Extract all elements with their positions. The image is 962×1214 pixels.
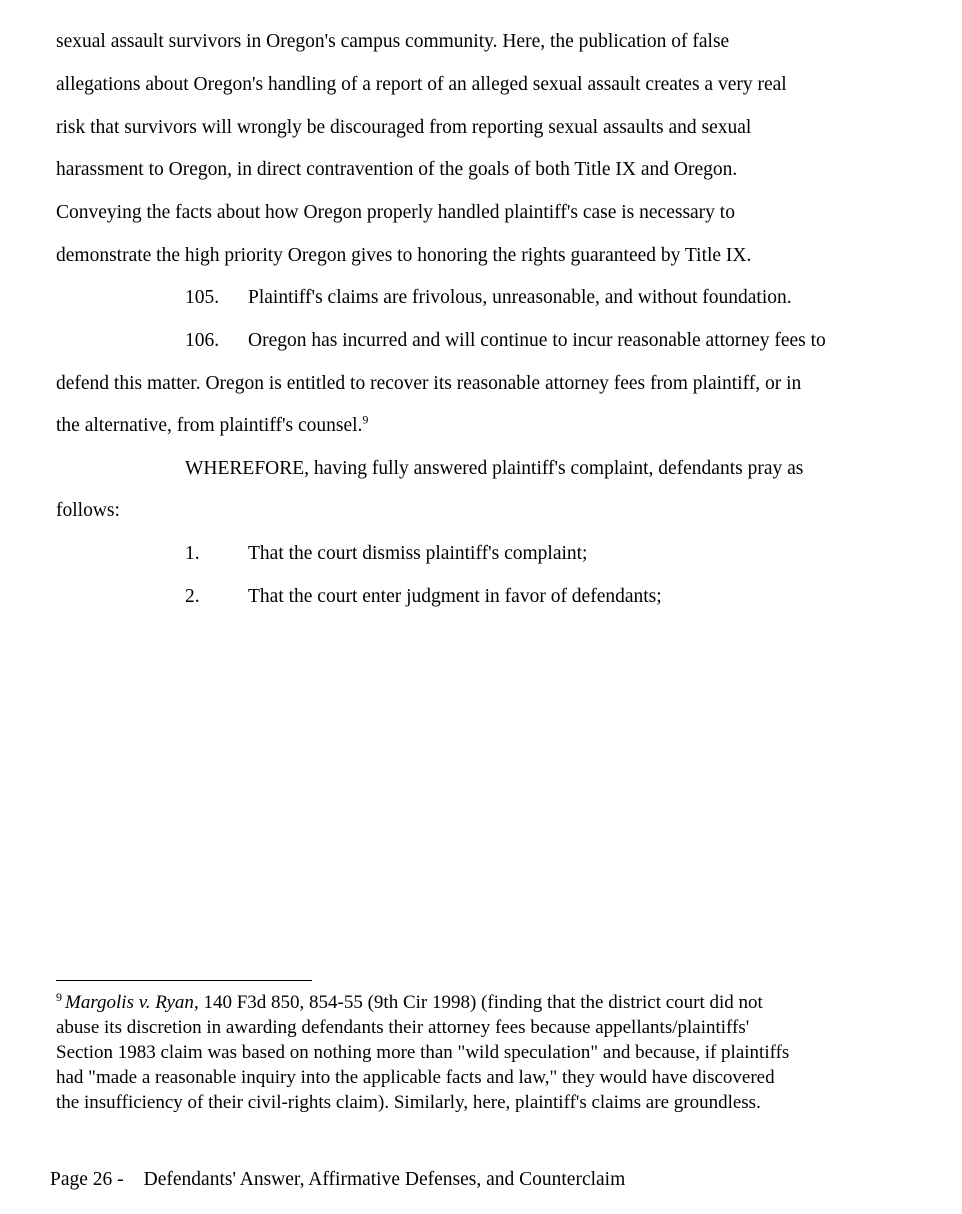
body-line-3: risk that survivors will wrongly be discouraged from reporting sexual assaults and sexual [56, 117, 752, 138]
paragraph-number-106: 106. [185, 330, 220, 351]
paragraph-106-line-3-text: the alternative, from plaintiff's counsel. [56, 415, 363, 436]
wherefore-line-1: WHEREFORE, having fully answered plaintiff's complaint, defendants pray as [185, 458, 804, 479]
footnote-line-4: had "made a reasonable inquiry into the applicable facts and law," they would have discovered [56, 1067, 775, 1088]
footnote-line-3: Section 1983 claim was based on nothing more than "wild speculation" and because, if plaintiffs [56, 1042, 790, 1063]
paragraph-106-line-3 [56, 414, 368, 438]
footnote-case-name: Margolis v. Ryan [65, 992, 194, 1013]
document-title: Defendants' Answer, Affirmative Defenses, and Counterclaim [143, 1169, 626, 1190]
footnote-reference[interactable]: 9 [362, 412, 369, 427]
prayer-item-text: That the court dismiss plaintiff's complaint; [248, 543, 588, 564]
prayer-item-number: 2. [185, 586, 200, 607]
page-footer [50, 1168, 625, 1192]
footnote-line-2: abuse its discretion in awarding defendants their attorney fees because appellants/plaintiffs' [56, 1017, 750, 1038]
prayer-item-text: That the court enter judgment in favor of defendants; [248, 586, 662, 607]
paragraph-105-text: Plaintiff's claims are frivolous, unreasonable, and without foundation. [248, 287, 792, 308]
footnote-separator [56, 980, 312, 981]
body-line-1: sexual assault survivors in Oregon's campus community. Here, the publication of false [56, 31, 730, 52]
prayer-item-number: 1. [185, 543, 200, 564]
wherefore-line-2: follows: [56, 500, 120, 521]
paragraph-number-105: 105. [185, 287, 220, 308]
footnote-line-5: the insufficiency of their civil-rights claim). Similarly, here, plaintiff's claims are groundless. [56, 1092, 761, 1113]
paragraph-106-line-1: Oregon has incurred and will continue to incur reasonable attorney fees to [248, 330, 826, 351]
body-line-2: allegations about Oregon's handling of a report of an alleged sexual assault creates a very real [56, 74, 787, 95]
paragraph-106-line-2: defend this matter. Oregon is entitled to recover its reasonable attorney fees from plaintiff, or in [56, 373, 802, 394]
body-line-6: demonstrate the high priority Oregon gives to honoring the rights guaranteed by Title IX. [56, 245, 752, 266]
body-line-5: Conveying the facts about how Oregon properly handled plaintiff's case is necessary to [56, 202, 735, 223]
footnote-line-1 [56, 989, 763, 1014]
body-line-4: harassment to Oregon, in direct contravention of the goals of both Title IX and Oregon. [56, 159, 738, 180]
page-number-label: Page 26 - [50, 1169, 124, 1190]
footnote-mark: 9 [56, 989, 62, 1004]
footnote-line-1-text: , 140 F3d 850, 854-55 (9th Cir 1998) (finding that the district court did not [193, 992, 763, 1013]
